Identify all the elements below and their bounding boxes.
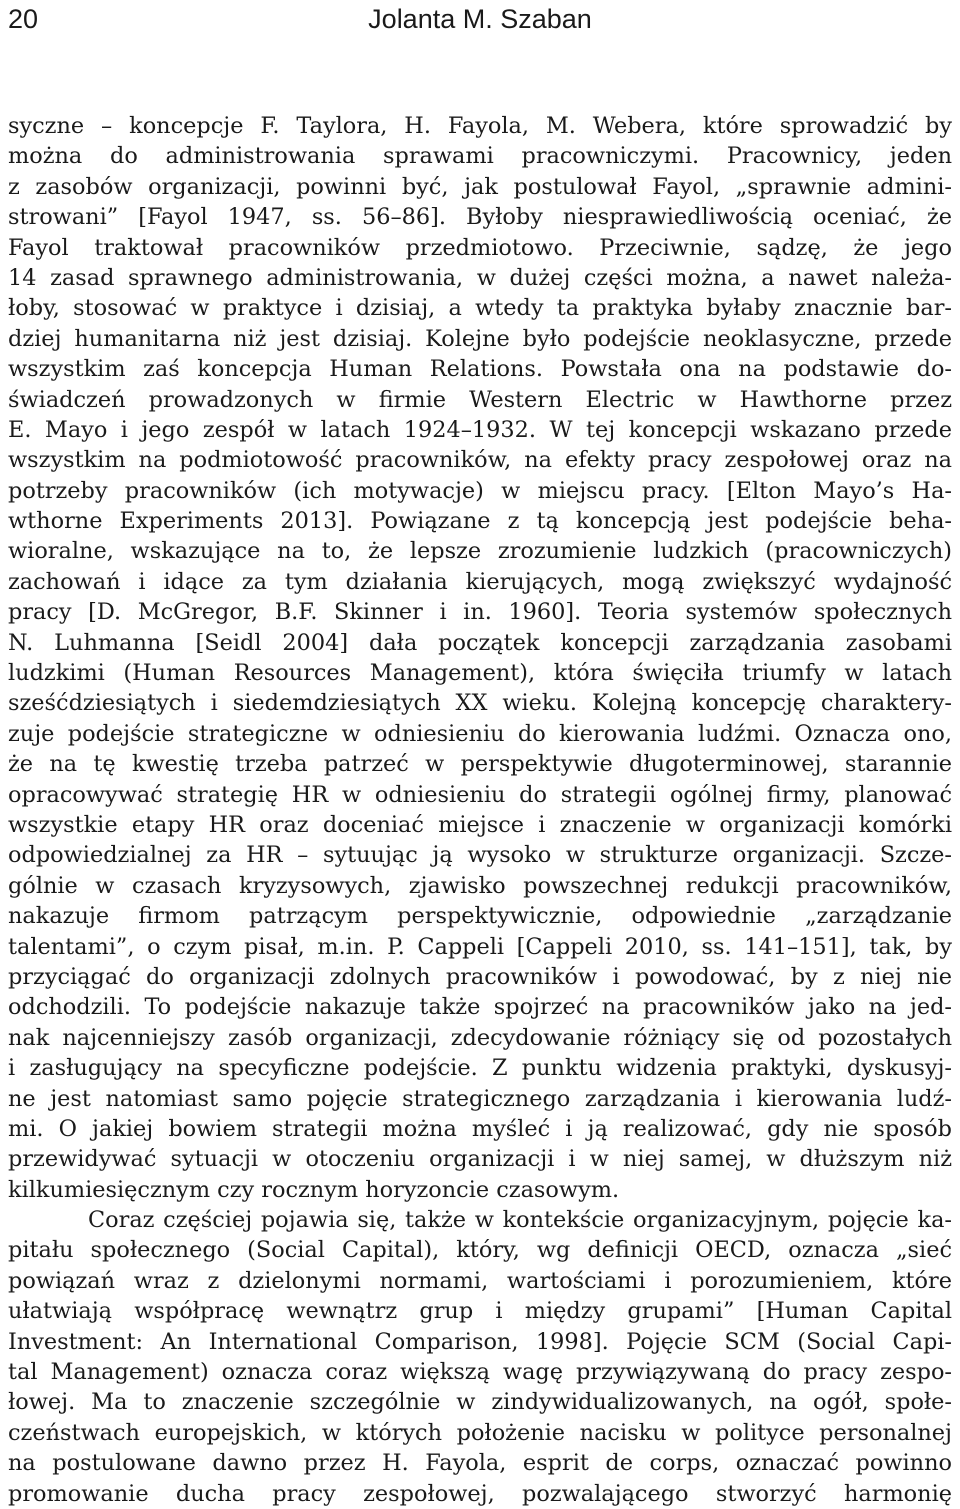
text-line: nak najcenniejszy zasób organizacji, zdecydowanie różniący się od pozostałych [8,1024,952,1051]
text-line: zachowań i idące za tym działania kierujących, mogą zwiększyć wydajność [8,568,952,595]
text-line: ne jest natomiast samo pojęcie strategicznego zarządzania i kierowania ludź- [8,1085,952,1112]
paragraph-1 [8,111,952,1205]
text-line: Fayol traktował pracowników przedmiotowo. Przeciwnie, sądzę, że jego [8,234,952,261]
text-line: pracy [D. McGregor, B.F. Skinner i in. 1960]. Teoria systemów społecznych [8,599,952,626]
text-line: wthorne Experiments 2013]. Powiązane z tą koncepcją jest podejście beha- [8,508,952,535]
text-line: kilkumiesięcznym czy rocznym horyzoncie czasowym. [8,1176,620,1203]
text-line: przyciągać do organizacji zdolnych pracowników i powodować, by z niej nie [8,963,952,990]
text-line: gólnie w czasach kryzysowych, zjawisko powszechnej redukcji pracowników, [8,872,952,899]
text-line: odchodzili. To podejście nakazuje także spojrzeć na pracowników jako na jed- [8,994,952,1021]
text-line: łowej. Ma to znaczenie szczególnie w zindywidualizowanych, na ogół, społe- [8,1389,952,1416]
text-line: dziej humanitarna niż jest dzisiaj. Kolejne było podejście neoklasyczne, przede [8,325,952,352]
text-line: wszystkie etapy HR oraz doceniać miejsce i znaczenie w organizacji komórki [8,811,952,838]
text-line: 14 zasad sprawnego administrowania, w dużej części można, a nawet należa- [8,264,952,291]
body-text [8,111,952,1509]
text-line: sześćdziesiątych i siedemdziesiątych XX wieku. Kolejną koncepcję charaktery- [8,690,952,717]
paragraph-2 [8,1205,952,1509]
text-line: promowanie ducha pracy zespołowej, pozwalającego stworzyć harmonię [8,1480,952,1507]
text-line: wszystkim zaś koncepcja Human Relations. Powstała ona na podstawie do- [8,356,952,383]
text-line: E. Mayo i jego zespół w latach 1924–1932. W tej koncepcji wskazano przede [8,416,952,443]
text-line: czeństwach europejskich, w których położenie nacisku w polityce personalnej [8,1419,952,1446]
text-line: strowani” [Fayol 1947, ss. 56–86]. Byłoby niesprawiedliwością oceniać, że [8,204,952,231]
running-title: Jolanta M. Szaban [368,4,592,34]
text-line: że na tę kwestię trzeba patrzeć w perspektywie długoterminowej, starannie [8,751,952,778]
text-line: ułatwiają współpracę wewnątrz grup i między grupami” [Human Capital [8,1298,952,1325]
page-header [8,0,952,40]
text-line: na postulowane dawno przez H. Fayola, esprit de corps, oznaczać powinno [8,1450,952,1477]
text-line: Investment: An International Comparison, 1998]. Pojęcie SCM (Social Capi- [8,1328,952,1355]
text-line: przewidywać sytuacji w otoczeniu organizacji i w niej samej, w dłuższym niż [8,1146,952,1173]
text-line: N. Luhmanna [Seidl 2004] dała początek koncepcji zarządzania zasobami [8,629,952,656]
text-line: mi. O jakiej bowiem strategii można myśleć i ją realizować, gdy nie sposób [8,1115,952,1142]
text-line: pitału społecznego (Social Capital), który, wg definicji OECD, oznacza „sieć [8,1237,952,1264]
text-line: tal Management) oznacza coraz większą wagę przywiązywaną do pracy zespo- [8,1359,952,1386]
page-number: 20 [8,4,39,34]
text-line: świadczeń prowadzonych w firmie Western Electric w Hawthorne przez [8,386,952,413]
text-line: zuje podejście strategiczne w odniesieniu do kierowania ludźmi. Oznacza ono, [8,720,952,747]
text-line: wioralne, wskazujące na to, że lepsze zrozumienie ludzkich (pracowniczych) [8,538,952,565]
text-line: z zasobów organizacji, powinni być, jak postulował Fayol, „sprawnie admini- [8,173,952,200]
text-line: nakazuje firmom patrzącym perspektywicznie, odpowiednie „zarządzanie [8,903,952,930]
text-line: i zasługujący na specyficzne podejście. Z punktu widzenia praktyki, dyskusyj- [8,1055,952,1082]
text-line: ludzkimi (Human Resources Management), która święciła triumfy w latach [8,660,952,687]
text-line: wszystkim na podmiotowość pracowników, na efekty pracy zespołowej oraz na [8,447,952,474]
text-line: opracowywać strategię HR w odniesieniu do strategii ogólnej firmy, planować [8,781,952,808]
text-line: można do administrowania sprawami pracowniczymi. Pracownicy, jeden [8,143,952,170]
text-line: potrzeby pracowników (ich motywacje) w miejscu pracy. [Elton Mayo’s Ha- [8,477,952,504]
text-line: odpowiedzialnej za HR – sytuując ją wysoko w strukturze organizacji. Szcze- [8,842,952,869]
text-line: syczne – koncepcje F. Taylora, H. Fayola, M. Webera, które sprowadzić by [8,113,952,139]
text-line: powiązań wraz z dzielonymi normami, wartościami i porozumieniem, które [8,1267,952,1294]
text-line: łoby, stosować w praktyce i dzisiaj, a wtedy ta praktyka byłaby znacznie bar- [8,295,952,322]
text-line: Coraz częściej pojawia się, także w kontekście organizacyjnym, pojęcie ka- [88,1207,952,1234]
text-line: talentami”, o czym pisał, m.in. P. Cappeli [Cappeli 2010, ss. 141–151], tak, by [8,933,952,960]
